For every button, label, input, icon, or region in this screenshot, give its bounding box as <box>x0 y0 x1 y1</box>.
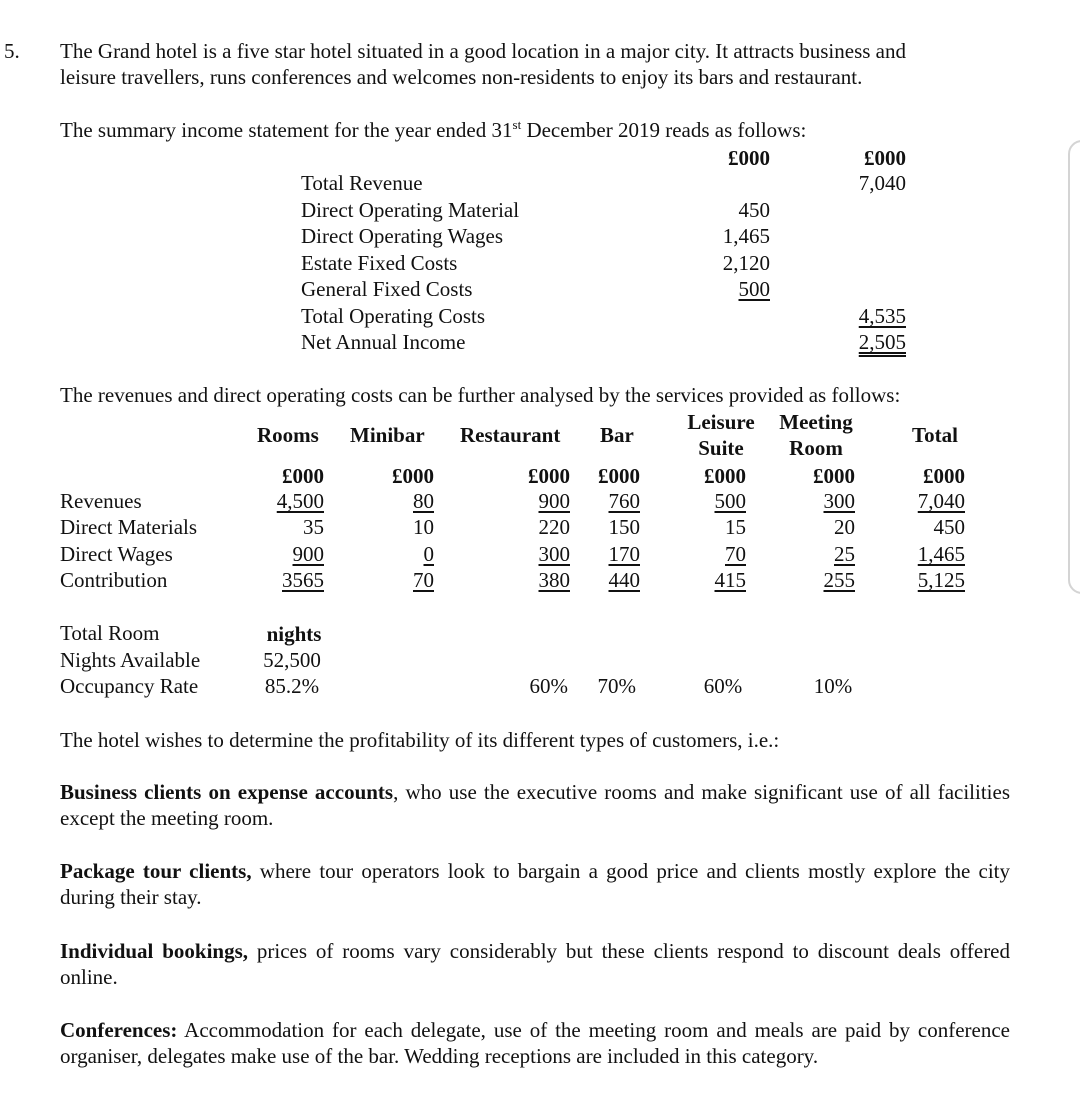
table-cell: 0 <box>423 542 434 566</box>
table-cell: 5,125 <box>917 568 965 592</box>
occupancy-meeting: 10% <box>813 674 853 698</box>
income-label: General Fixed Costs <box>301 277 473 301</box>
summary-intro: The summary income statement for the year ended 31st December 2019 reads as follows: <box>60 117 807 142</box>
table-cell: 300 <box>823 489 855 513</box>
table-cell: 900 <box>538 489 570 513</box>
table-cell: 3565 <box>282 568 324 592</box>
header-minibar: Minibar <box>350 423 425 447</box>
analysis-intro: The revenues and direct operating costs can be further analysed by the services provided as follows: <box>60 383 901 407</box>
header-total: Total <box>912 423 958 447</box>
table-cell: 20 <box>834 515 855 539</box>
table-cell: 15 <box>725 515 746 539</box>
table-cell: 500 <box>714 489 746 513</box>
room-nights-label-2: Nights Available <box>60 648 201 672</box>
unit-total: £000 <box>923 464 965 488</box>
row-label-revenues: Revenues <box>60 489 142 513</box>
occupancy-bar: 70% <box>597 674 636 698</box>
unit-meeting: £000 <box>813 464 855 488</box>
table-cell: 150 <box>608 515 640 539</box>
income-value: 4,535 <box>858 304 906 328</box>
table-cell: 380 <box>538 568 570 592</box>
header-meeting: Meeting <box>779 410 853 434</box>
income-col2-header: £000 <box>864 146 906 170</box>
table-cell: 1,465 <box>917 542 965 566</box>
income-label: Total Operating Costs <box>301 304 486 328</box>
income-value: 2,120 <box>722 251 770 275</box>
income-col1-header: £000 <box>728 146 770 170</box>
table-cell: 80 <box>413 489 434 513</box>
intro-line-2: leisure travellers, runs conferences and welcomes non-residents to enjoy its bars and restaurant. <box>60 65 863 89</box>
room-nights-label-1: Total Room <box>60 621 160 645</box>
table-cell: 35 <box>303 515 324 539</box>
unit-leisure: £000 <box>704 464 746 488</box>
header-bar: Bar <box>600 423 634 447</box>
unit-rooms: £000 <box>282 464 324 488</box>
header-rooms: Rooms <box>257 423 319 447</box>
question-number: 5. <box>4 39 20 63</box>
occupancy-label: Occupancy Rate <box>60 674 199 698</box>
table-cell: 4,500 <box>276 489 324 513</box>
header-meeting-room: Room <box>789 436 843 460</box>
table-cell: 760 <box>608 489 640 513</box>
customer-type-package-tour: Package tour clients, where tour operators look to bargain a good price and clients mostly explore the city during their stay. <box>60 859 1010 909</box>
occupancy-leisure: 60% <box>703 674 743 698</box>
row-label-direct-wages: Direct Wages <box>60 542 173 566</box>
income-label: Direct Operating Wages <box>301 224 504 248</box>
header-leisure: Leisure <box>687 410 755 434</box>
income-value: 7,040 <box>858 171 906 195</box>
row-label-direct-materials: Direct Materials <box>60 515 198 539</box>
table-cell: 70 <box>725 542 746 566</box>
row-label-contribution: Contribution <box>60 568 168 592</box>
income-label: Estate Fixed Costs <box>301 251 458 275</box>
table-cell: 415 <box>714 568 746 592</box>
income-label: Total Revenue <box>301 171 423 195</box>
table-cell: 170 <box>608 542 640 566</box>
customer-type-business: Business clients on expense accounts, who use the executive rooms and make significant use of all facilities except the meeting room. <box>60 780 1011 830</box>
income-label: Net Annual Income <box>301 330 466 354</box>
unit-minibar: £000 <box>392 464 434 488</box>
table-cell: 220 <box>538 515 570 539</box>
table-cell: 10 <box>413 515 434 539</box>
unit-restaurant: £000 <box>528 464 570 488</box>
table-cell: 300 <box>538 542 570 566</box>
income-value: 500 <box>738 277 770 301</box>
header-restaurant: Restaurant <box>460 423 561 447</box>
table-cell: 440 <box>608 568 640 592</box>
side-scroll-panel[interactable] <box>1068 140 1080 594</box>
income-value: 2,505 <box>858 330 906 354</box>
header-leisure-suite: Suite <box>698 436 744 460</box>
customer-type-conferences: Conferences: Accommodation for each delegate, use of the meeting room and meals are paid by conference organiser, delegates make use of the bar. Wedding receptions are included in this category. <box>60 1018 1010 1068</box>
room-nights-unit: nights <box>266 622 322 646</box>
customer-type-individual: Individual bookings, prices of rooms vary considerably but these clients respond to discount deals offered online. <box>60 939 1011 989</box>
table-cell: 70 <box>413 568 434 592</box>
occupancy-restaurant: 60% <box>529 674 568 698</box>
table-cell: 450 <box>933 515 965 539</box>
table-cell: 900 <box>292 542 324 566</box>
income-value: 450 <box>738 198 770 222</box>
table-cell: 25 <box>834 542 855 566</box>
table-cell: 7,040 <box>917 489 965 513</box>
income-value: 1,465 <box>722 224 770 248</box>
room-nights-value: 52,500 <box>263 648 321 672</box>
table-cell: 255 <box>823 568 855 592</box>
intro-line-1: The Grand hotel is a five star hotel situated in a good location in a major city. It attracts business and <box>60 39 906 63</box>
occupancy-rooms: 85.2% <box>264 674 320 698</box>
customers-intro: The hotel wishes to determine the profitability of its different types of customers, i.e.: <box>60 728 780 752</box>
income-label: Direct Operating Material <box>301 198 520 222</box>
unit-bar: £000 <box>598 464 640 488</box>
